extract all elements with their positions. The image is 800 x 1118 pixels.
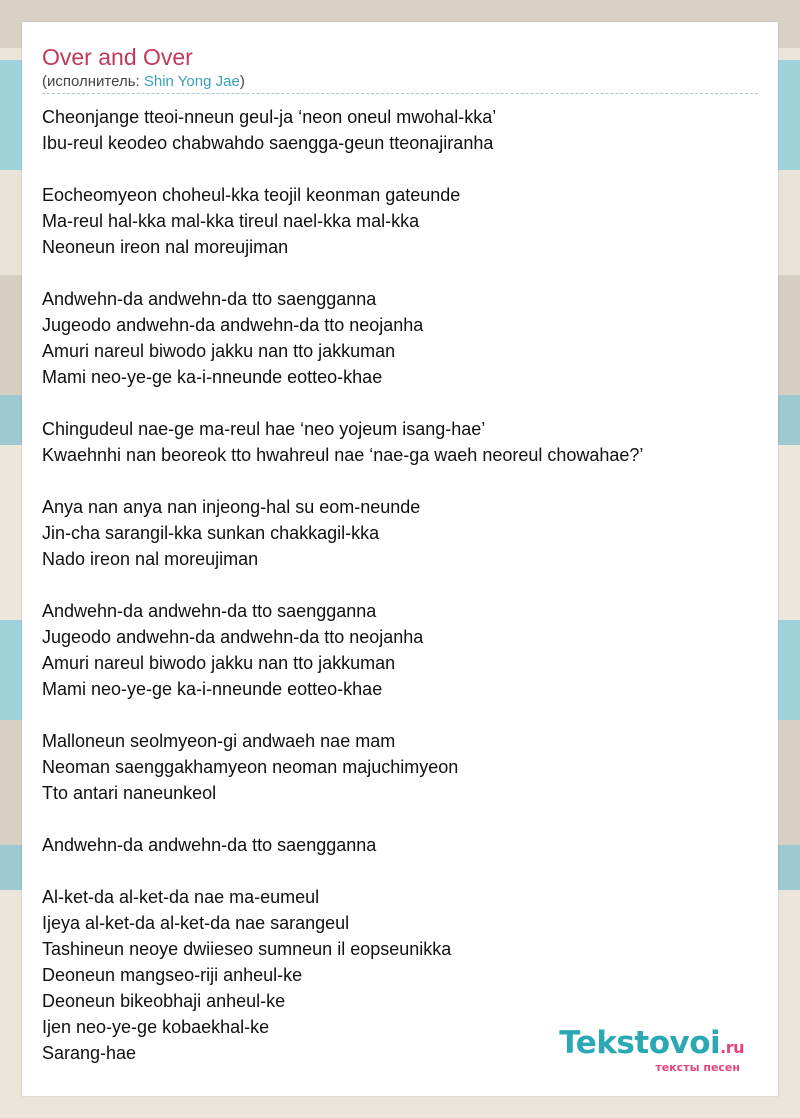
stanza-break	[42, 702, 758, 728]
stanza-break	[42, 260, 758, 286]
logo-name: Tekstovoi	[559, 1025, 721, 1061]
lyric-line: Mami neo-ye-ge ka-i-nneunde eotteo-khae	[42, 679, 383, 699]
lyric-line: Deoneun mangseo-riji anheul-ke	[42, 965, 303, 985]
artist-prefix: (исполнитель:	[42, 73, 144, 90]
site-logo[interactable]	[559, 1027, 744, 1074]
lyric-line: Anya nan anya nan injeong-hal su eom-neunde	[42, 497, 421, 517]
logo-tagline: тексты песен	[655, 1061, 740, 1074]
lyric-line: Al-ket-da al-ket-da nae ma-eumeul	[42, 887, 320, 907]
lyric-line: Andwehn-da andwehn-da tto saengganna	[42, 601, 377, 621]
artist-suffix: )	[239, 73, 245, 90]
lyric-line: Eocheomyeon choheul-kka teojil keonman gateunde	[42, 185, 461, 205]
lyric-line: Sarang-hae	[42, 1043, 137, 1063]
lyric-line: Andwehn-da andwehn-da tto saengganna	[42, 835, 377, 855]
lyric-line: Amuri nareul biwodo jakku nan tto jakkuman	[42, 653, 396, 673]
lyrics-card	[22, 22, 778, 1096]
lyric-line: Neoneun ireon nal moreujiman	[42, 237, 289, 257]
lyric-line: Ibu-reul keodeo chabwahdo saengga-geun tteonajiranha	[42, 133, 494, 153]
lyrics-body	[42, 104, 758, 1066]
lyric-line: Andwehn-da andwehn-da tto saengganna	[42, 289, 377, 309]
stanza-break	[42, 468, 758, 494]
lyric-line: Ijeya al-ket-da al-ket-da nae sarangeul	[42, 913, 350, 933]
stanza-break	[42, 156, 758, 182]
lyric-line: Ijen neo-ye-ge kobaekhal-ke	[42, 1017, 270, 1037]
logo-tld: .ru	[720, 1038, 744, 1057]
song-title: Over and Over	[42, 44, 193, 70]
stanza-break	[42, 390, 758, 416]
artist-link[interactable]: Shin Yong Jae	[143, 73, 240, 90]
lyric-line: Neoman saenggakhamyeon neoman majuchimyeon	[42, 757, 459, 777]
lyric-line: Amuri nareul biwodo jakku nan tto jakkuman	[42, 341, 396, 361]
artist-line	[42, 73, 245, 90]
lyric-line: Tto antari naneunkeol	[42, 783, 217, 803]
lyric-line: Cheonjange tteoi-nneun geul-ja ‘neon oneul mwohal-kka’	[42, 107, 497, 127]
lyric-line: Chingudeul nae-ge ma-reul hae ‘neo yojeum isang-hae’	[42, 419, 486, 439]
stanza-break	[42, 806, 758, 832]
lyric-line: Jugeodo andwehn-da andwehn-da tto neojanha	[42, 627, 424, 647]
lyric-line: Kwaehnhi nan beoreok tto hwahreul nae ‘nae-ga waeh neoreul chowahae?’	[42, 445, 644, 465]
lyric-line: Deoneun bikeobhaji anheul-ke	[42, 991, 286, 1011]
stanza-break	[42, 858, 758, 884]
title-divider	[42, 93, 758, 94]
lyric-line: Mami neo-ye-ge ka-i-nneunde eotteo-khae	[42, 367, 383, 387]
lyric-line: Jugeodo andwehn-da andwehn-da tto neojanha	[42, 315, 424, 335]
lyric-line: Malloneun seolmyeon-gi andwaeh nae mam	[42, 731, 396, 751]
lyric-line: Ma-reul hal-kka mal-kka tireul nael-kka mal-kka	[42, 211, 420, 231]
lyric-line: Nado ireon nal moreujiman	[42, 549, 259, 569]
lyric-line: Tashineun neoye dwiieseo sumneun il eopseunikka	[42, 939, 452, 959]
lyric-line: Jin-cha sarangil-kka sunkan chakkagil-kka	[42, 523, 380, 543]
stanza-break	[42, 572, 758, 598]
